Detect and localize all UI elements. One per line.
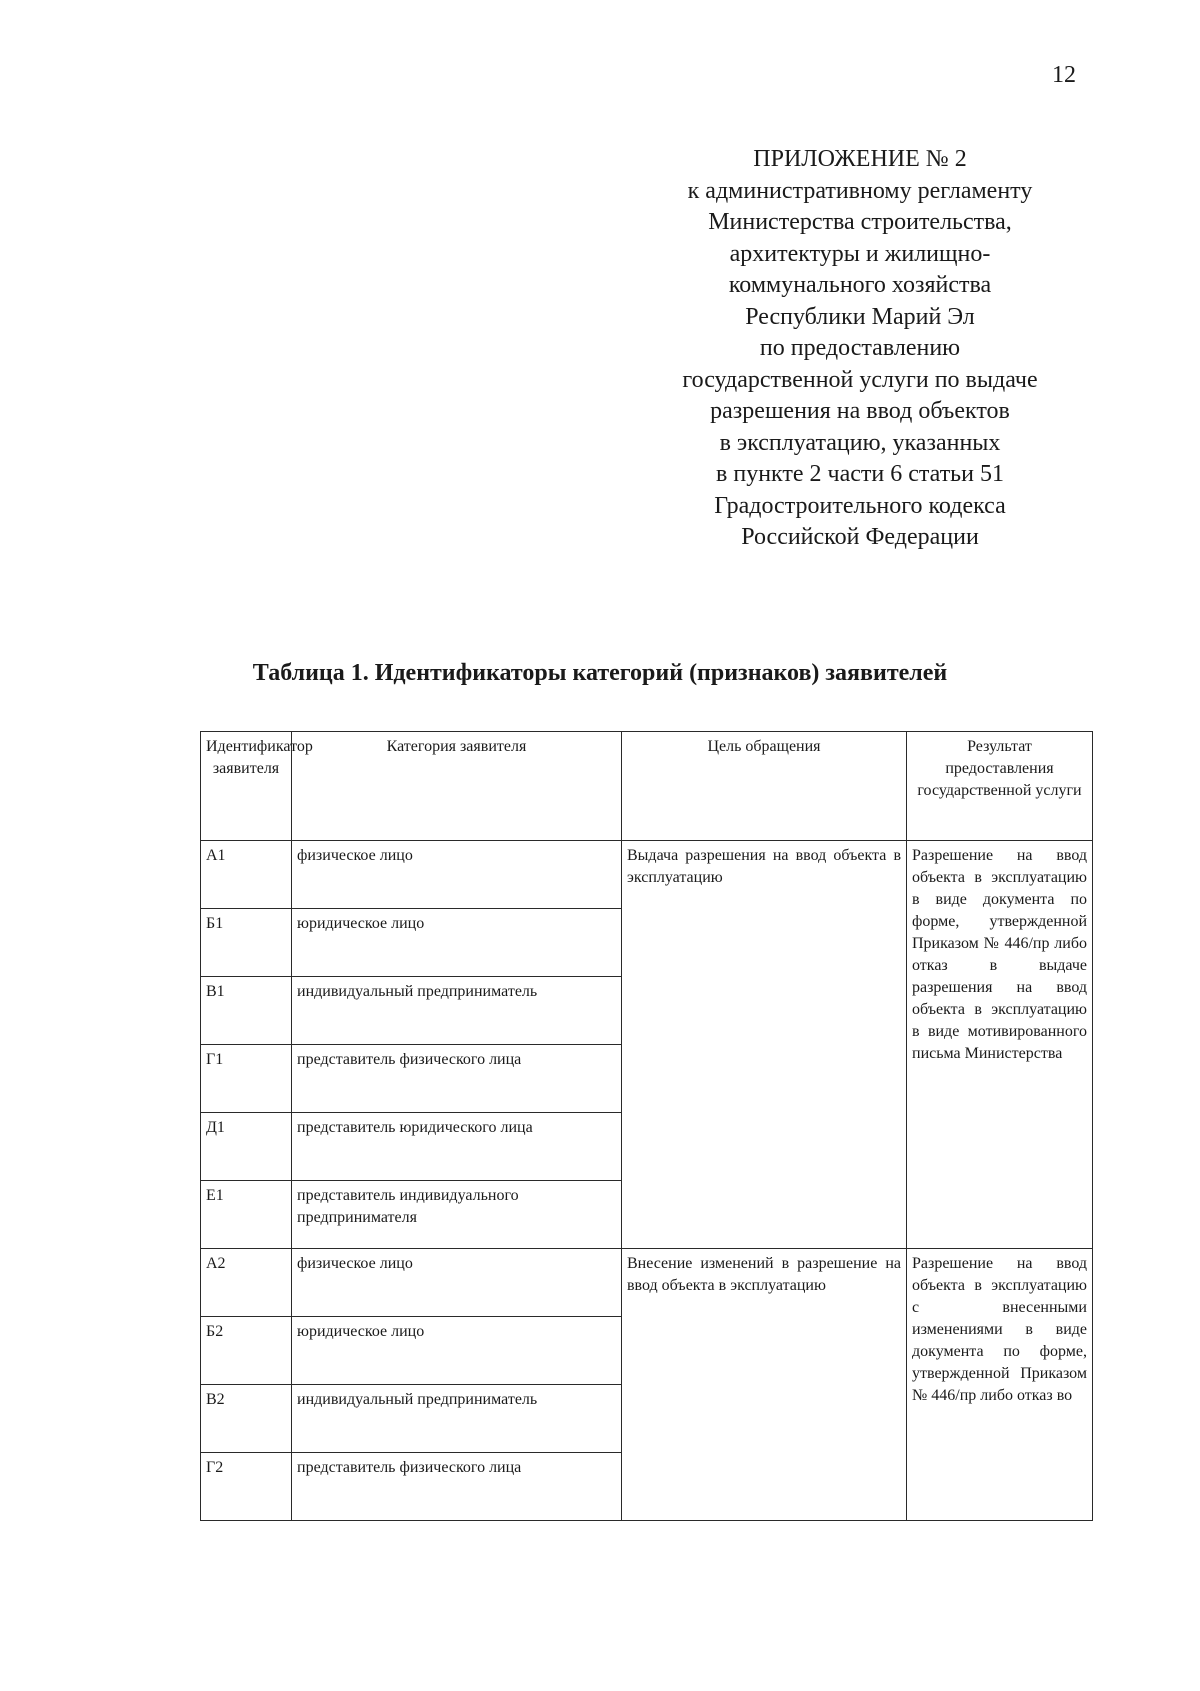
header-cell-category: Категория заявителя — [292, 732, 622, 841]
purpose-cell: Внесение изменений в разрешение на ввод объекта в эксплуатацию — [622, 1249, 907, 1521]
applicant-id-cell: Д1 — [201, 1113, 292, 1181]
purpose-cell: Выдача разрешения на ввод объекта в эксплуатацию — [622, 841, 907, 1249]
appendix-line: коммунального хозяйства — [728, 272, 992, 298]
appendix-line: Градостроительного кодекса — [714, 492, 1006, 519]
header-cell-result: Результат предоставления государственной услуги — [907, 732, 1093, 841]
page-number: 12 — [1052, 62, 1076, 88]
applicant-id-cell: А2 — [201, 1249, 292, 1317]
applicant-category-cell: представитель физического лица — [292, 1453, 622, 1521]
applicant-id-cell: В2 — [201, 1385, 292, 1453]
applicant-id-cell: Г2 — [201, 1453, 292, 1521]
table-row — [201, 1249, 1093, 1317]
applicant-id-cell: Б2 — [201, 1317, 292, 1385]
appendix-line: в пункте 2 части 6 статьи 51 — [716, 461, 1004, 487]
applicant-id-cell: В1 — [201, 977, 292, 1045]
table-header-row — [201, 732, 1093, 841]
applicant-category-cell: физическое лицо — [292, 841, 622, 909]
applicant-id-cell: А1 — [201, 841, 292, 909]
appendix-line: Министерства строительства, — [708, 209, 1012, 235]
applicant-category-cell: представитель физического лица — [292, 1045, 622, 1113]
applicant-category-cell: индивидуальный предприниматель — [292, 1385, 622, 1453]
appendix-line: ПРИЛОЖЕНИЕ № 2 — [753, 146, 967, 172]
applicant-category-cell: представитель юридического лица — [292, 1113, 622, 1181]
appendix-line: государственной услуги по выдаче — [682, 366, 1038, 393]
applicant-category-cell: физическое лицо — [292, 1249, 622, 1317]
appendix-line: по предоставлению — [759, 335, 961, 361]
table-row — [201, 841, 1093, 909]
appendix-line: разрешения на ввод объектов — [710, 398, 1010, 424]
applicant-id-cell: Б1 — [201, 909, 292, 977]
header-cell-id: Идентификатор заявителя — [201, 732, 292, 841]
applicant-category-cell: представитель индивидуального предпринимателя — [292, 1181, 622, 1249]
appendix-line: к административному регламенту — [687, 177, 1033, 204]
applicant-id-cell: Е1 — [201, 1181, 292, 1249]
appendix-line: Республики Марий Эл — [745, 303, 975, 330]
appendix-header — [640, 144, 1080, 554]
result-cell: Разрешение на ввод объекта в эксплуатацию в виде документа по форме, утвержденной Приказом № 446/пр либо отказ в выдаче разрешения на ввод объекта в эксплуатацию в виде мотивированного письма Министерства — [907, 841, 1093, 1249]
table-title: Таблица 1. Идентификаторы категорий (признаков) заявителей — [252, 660, 948, 686]
result-cell: Разрешение на ввод объекта в эксплуатацию с внесенными изменениями в виде документа по форме, утвержденной Приказом № 446/пр либо отказ во — [907, 1249, 1093, 1521]
appendix-line: в эксплуатацию, указанных — [719, 429, 1001, 456]
applicant-id-cell: Г1 — [201, 1045, 292, 1113]
applicant-category-cell: индивидуальный предприниматель — [292, 977, 622, 1045]
header-cell-purpose: Цель обращения — [622, 732, 907, 841]
applicant-category-cell: юридическое лицо — [292, 909, 622, 977]
applicant-categories-table — [200, 731, 1093, 1521]
appendix-line: архитектуры и жилищно- — [729, 240, 991, 267]
appendix-line: Российской Федерации — [741, 524, 979, 550]
applicant-category-cell: юридическое лицо — [292, 1317, 622, 1385]
